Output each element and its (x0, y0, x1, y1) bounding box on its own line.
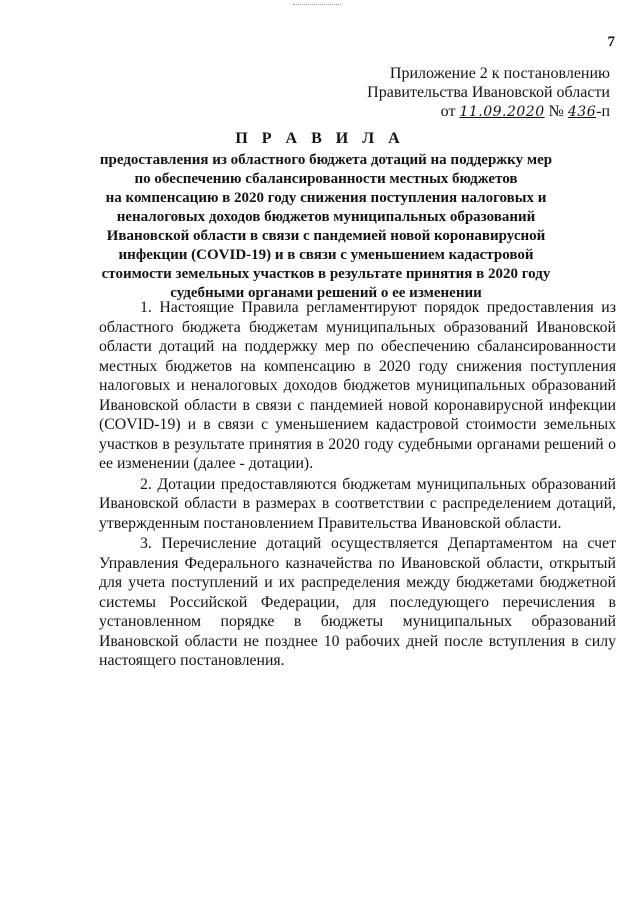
page-number: 7 (607, 34, 615, 50)
paragraph-1: 1. Настоящие Правила регламентируют порядок предоставления из областного бюджета бюджетам муниципальных образований Ивановской области дотаций на поддержку мер по обеспечению сбалансированности местных бюджетов на компенсацию в 2020 году снижения поступления налоговых и неналоговых доходов бюджетов муниципальных образований Ивановской области в связи с пандемией новой коронавирусной инфекции (COVID-19) и в связи с уменьшением кадастровой стоимости земельных участков в результате принятия в 2020 году судебными органами решений о ее изменении (далее - дотации). (99, 299, 616, 472)
appendix-header (367, 64, 610, 122)
paragraph-3: 3. Перечисление дотаций осуществляется Департаментом на счет Управления Федерального казначейства по Ивановской области, открытый для учета поступлений и их распределения между бюджетами бюджетной системы Российской Федерации, для последующего перечисления в установленном порядке в бюджеты муниципальных образований Ивановской области не позднее 10 рабочих дней после вступления в силу настоящего постановления. (99, 535, 616, 669)
subtitle-line: инфекции (COVID-19) и в связи с уменьшением кадастровой (118, 247, 534, 263)
date-prefix: от (440, 103, 456, 120)
handwritten-number: 436 (567, 104, 597, 120)
appendix-date-line (367, 102, 610, 122)
subtitle-line: стоимости земельных участков в результате принятия в 2020 году (101, 266, 551, 282)
document-body (99, 298, 616, 671)
handwritten-date: 11.09.2020 (459, 104, 545, 120)
scan-artifact (293, 4, 341, 7)
subtitle-line: предоставления из областного бюджета дотаций на поддержку мер (99, 152, 553, 168)
number-prefix: № (548, 103, 564, 120)
document-title: П Р А В И Л А (235, 130, 405, 147)
document-subtitle (95, 151, 557, 303)
paragraph-2: 2. Дотации предоставляются бюджетам муниципальных образований Ивановской области в размерах в соответствии с распределением дотаций, утвержденным постановлением Правительства Ивановской области. (99, 475, 616, 532)
appendix-line-1: Приложение 2 к постановлению (389, 65, 610, 82)
appendix-line-2: Правительства Ивановской области (367, 84, 610, 101)
subtitle-line: Ивановской области в связи с пандемией новой коронавирусной (106, 228, 546, 244)
subtitle-line: на компенсацию в 2020 году снижения поступления налоговых и (105, 190, 547, 206)
subtitle-line: судебными органами решений о ее изменении (170, 285, 482, 301)
subtitle-line: неналоговых доходов бюджетов муниципальных образований (116, 209, 536, 225)
number-suffix: -п (596, 103, 610, 120)
subtitle-line: по обеспечению сбалансированности местных бюджетов (134, 171, 518, 187)
